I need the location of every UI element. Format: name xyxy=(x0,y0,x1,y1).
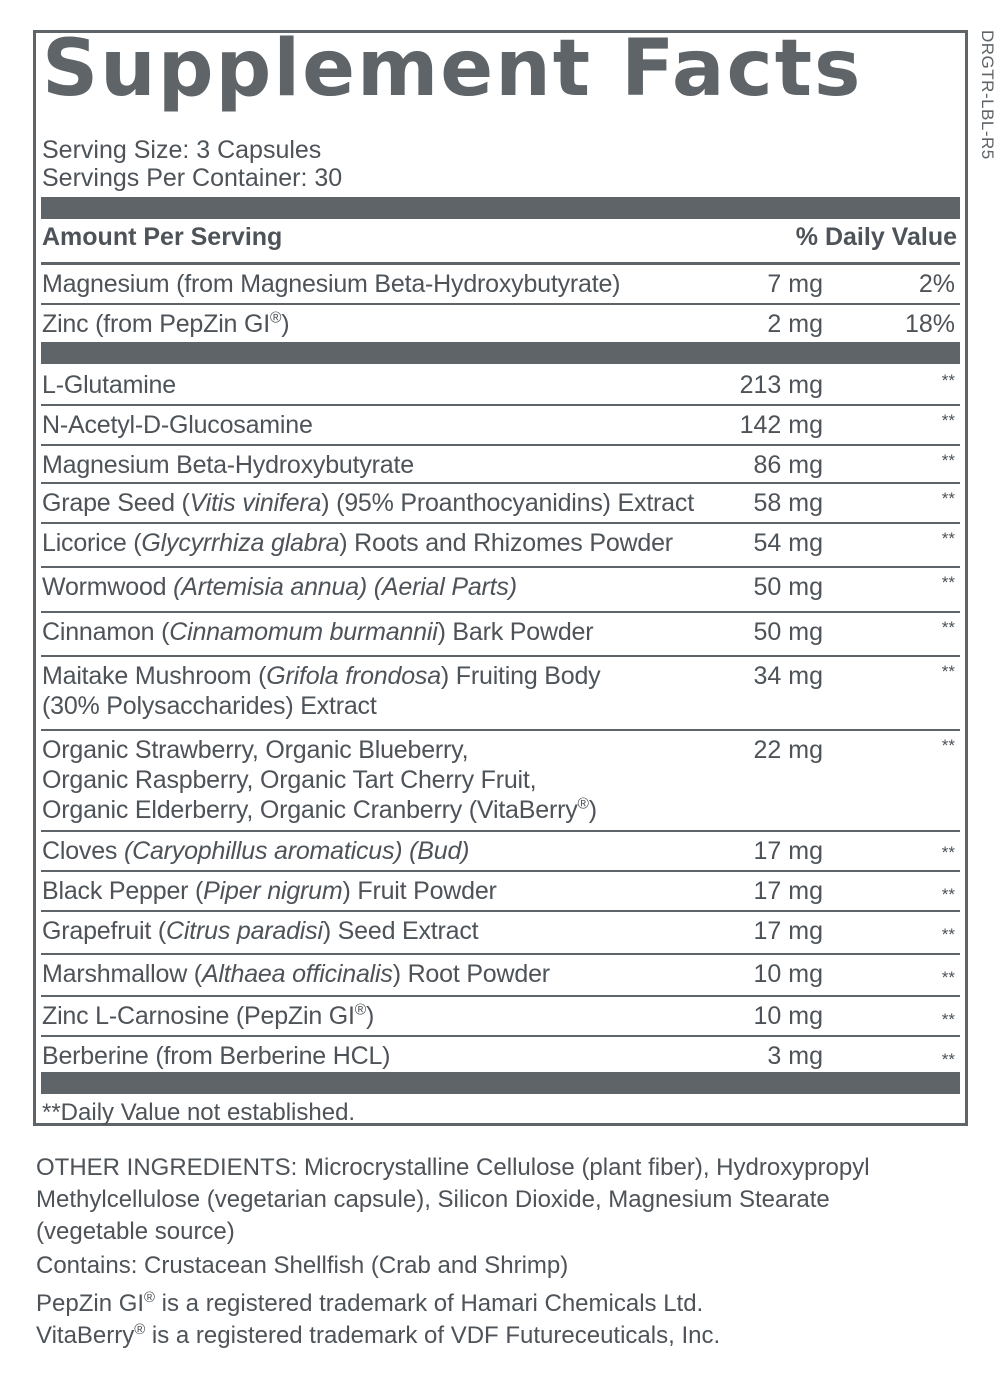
ingredient-row xyxy=(41,524,960,568)
ingredient-amount: 22 mg xyxy=(753,736,823,764)
ingredient-amount: 86 mg xyxy=(753,451,823,479)
ingredient-dv: ** xyxy=(941,1010,955,1029)
ingredient-dv: ** xyxy=(941,489,955,508)
ingredient-dv: ** xyxy=(941,843,955,862)
ingredient-amount: 50 mg xyxy=(753,618,823,646)
servings-per-container: Servings Per Container: 30 xyxy=(42,164,343,192)
ingredient-name: Cinnamon (Cinnamomum burmannii) Bark Powder xyxy=(42,618,594,646)
ingredient-row xyxy=(41,872,960,912)
ingredient-amount: 54 mg xyxy=(753,529,823,557)
ingredient-name: Organic Strawberry, Organic Blueberry, Organic Raspberry, Organic Tart Cherry Fruit, Organic Elderberry, Organic Cranberry (VitaBerry®) xyxy=(42,736,597,824)
ingredient-name: N-Acetyl-D-Glucosamine xyxy=(42,411,313,439)
ingredient-amount: 10 mg xyxy=(753,960,823,988)
ingredient-row xyxy=(41,657,960,731)
ingredient-amount: 142 mg xyxy=(739,411,823,439)
ingredient-name: Black Pepper (Piper nigrum) Fruit Powder xyxy=(42,877,497,905)
nutrient-row xyxy=(41,265,960,305)
ingredient-row xyxy=(41,997,960,1037)
ingredient-dv: ** xyxy=(941,573,955,592)
supplement-facts-panel xyxy=(33,24,968,1126)
allergen-statement: Contains: Crustacean Shellfish (Crab and Shrimp) xyxy=(36,1252,569,1279)
ingredient-dv: ** xyxy=(941,451,955,470)
ingredient-name: Maitake Mushroom (Grifola frondosa) Fruiting Body (30% Polysaccharides) Extract xyxy=(42,662,601,720)
ingredient-amount: 10 mg xyxy=(753,1002,823,1030)
ingredient-dv: ** xyxy=(941,925,955,944)
ingredient-row xyxy=(41,832,960,872)
ingredient-row xyxy=(41,568,960,613)
nutrient-dv: 18% xyxy=(904,310,955,338)
ingredient-dv: ** xyxy=(941,1050,955,1069)
nutrient-name: Zinc (from PepZin GI®) xyxy=(42,309,290,338)
ingredient-row xyxy=(41,955,960,997)
ingredient-row xyxy=(41,406,960,446)
label-code: DRGTR-LBL-R5 xyxy=(978,30,997,160)
thick-divider xyxy=(41,197,960,219)
ingredient-row xyxy=(41,484,960,524)
ingredient-amount: 17 mg xyxy=(753,917,823,945)
ingredient-name: Marshmallow (Althaea officinalis) Root Powder xyxy=(42,960,550,988)
ingredient-dv: ** xyxy=(941,736,955,755)
ingredient-amount: 213 mg xyxy=(739,371,823,399)
ingredient-dv: ** xyxy=(941,529,955,548)
ingredient-name: L-Glutamine xyxy=(42,371,176,399)
nutrient-row xyxy=(41,305,960,343)
ingredient-dv: ** xyxy=(941,885,955,904)
ingredient-dv: ** xyxy=(941,968,955,987)
amount-per-serving-header: Amount Per Serving xyxy=(42,223,283,251)
ingredient-row xyxy=(41,446,960,484)
ingredient-dv: ** xyxy=(941,618,955,637)
ingredient-row xyxy=(41,731,960,832)
ingredient-name: Magnesium Beta-Hydroxybutyrate xyxy=(42,451,414,479)
ingredient-amount: 17 mg xyxy=(753,837,823,865)
nutrient-amount: 7 mg xyxy=(767,270,823,298)
ingredient-dv: ** xyxy=(941,662,955,681)
daily-value-footnote: **Daily Value not established. xyxy=(42,1099,356,1126)
ingredient-name: Wormwood (Artemisia annua) (Aerial Parts) xyxy=(42,573,517,601)
ingredient-name: Grape Seed (Vitis vinifera) (95% Proanthocyanidins) Extract xyxy=(42,489,694,517)
other-ingredients: OTHER INGREDIENTS: Microcrystalline Cellulose (plant fiber), Hydroxypropyl Methylcellulose (vegetarian capsule), Silicon Dioxide, Magnesium Stearate (vegetable source) xyxy=(36,1154,870,1245)
trademark-notice: PepZin GI® is a registered trademark of Hamari Chemicals Ltd. VitaBerry® is a registered trademark of VDF Futureceuticals, Inc. xyxy=(36,1290,721,1349)
nutrient-name: Magnesium (from Magnesium Beta-Hydroxybutyrate) xyxy=(42,270,621,298)
nutrient-amount: 2 mg xyxy=(767,310,823,338)
ingredient-dv: ** xyxy=(941,371,955,390)
ingredient-name: Grapefruit (Citrus paradisi) Seed Extract xyxy=(42,917,479,945)
ingredient-row xyxy=(41,912,960,955)
ingredient-dv: ** xyxy=(941,411,955,430)
ingredient-amount: 3 mg xyxy=(767,1042,823,1070)
ingredient-row xyxy=(41,613,960,657)
daily-value-header: % Daily Value xyxy=(795,223,957,251)
serving-size: Serving Size: 3 Capsules xyxy=(42,136,322,164)
ingredient-name: Cloves (Caryophillus aromaticus) (Bud) xyxy=(42,837,470,865)
ingredient-amount: 50 mg xyxy=(753,573,823,601)
thick-divider xyxy=(41,1072,960,1094)
thick-divider xyxy=(41,342,960,364)
ingredient-row xyxy=(41,1037,960,1073)
ingredient-name: Berberine (from Berberine HCL) xyxy=(42,1042,391,1070)
panel-title: Supplement Facts xyxy=(42,24,863,114)
nutrient-dv: 2% xyxy=(918,270,955,298)
ingredient-name: Zinc L-Carnosine (PepZin GI®) xyxy=(42,1001,375,1030)
ingredient-name: Licorice (Glycyrrhiza glabra) Roots and Rhizomes Powder xyxy=(42,529,673,557)
ingredient-amount: 34 mg xyxy=(753,662,823,690)
ingredient-amount: 17 mg xyxy=(753,877,823,905)
ingredient-row xyxy=(41,366,960,406)
ingredient-amount: 58 mg xyxy=(753,489,823,517)
